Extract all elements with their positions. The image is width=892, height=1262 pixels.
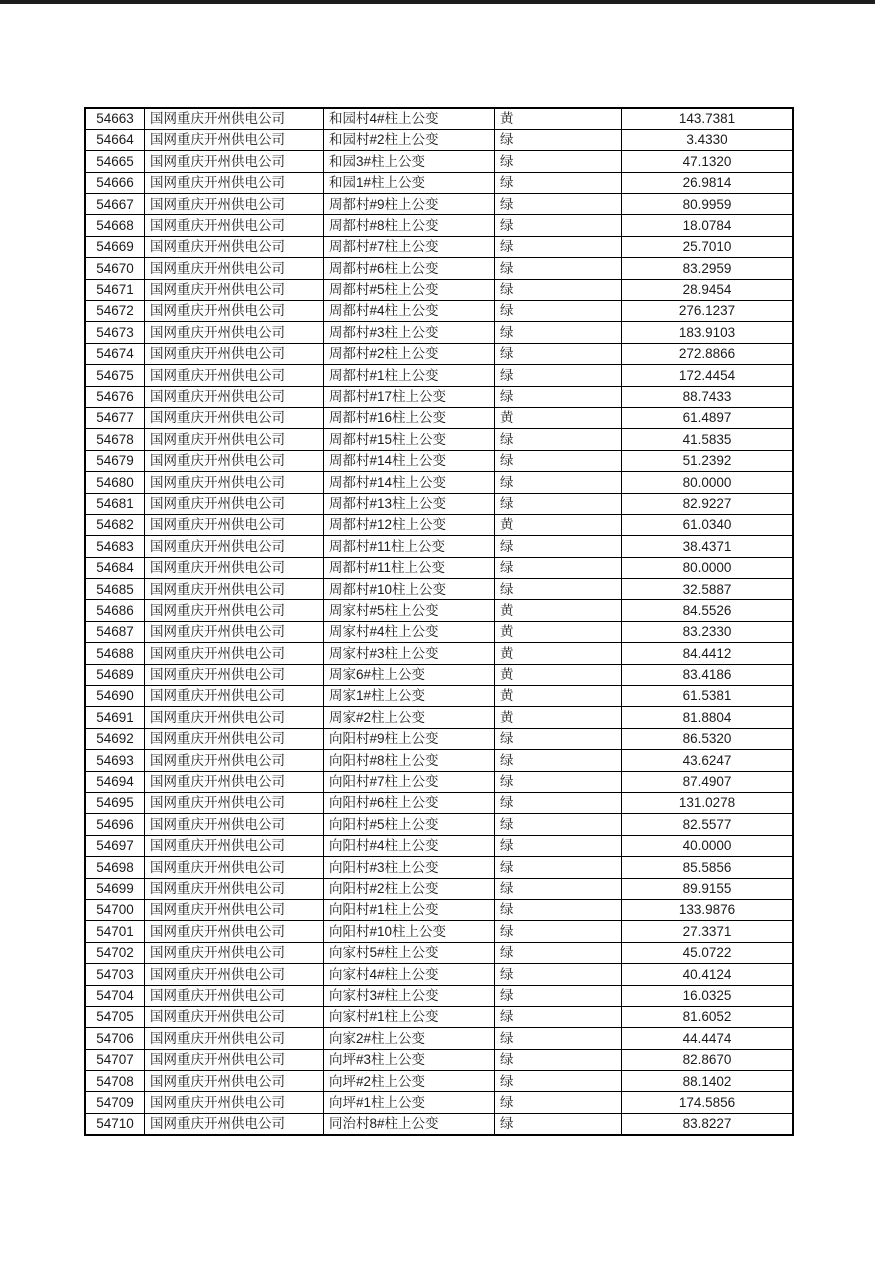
value-cell: 80.0000 <box>622 472 794 493</box>
device-name-cell: 向阳村#9柱上公变 <box>324 728 495 749</box>
table-row <box>85 493 793 514</box>
device-name-cell: 周家#2柱上公变 <box>324 707 495 728</box>
value-cell: 82.5577 <box>622 814 794 835</box>
value-cell: 32.5887 <box>622 579 794 600</box>
row-id-cell: 54681 <box>85 493 145 514</box>
table-row <box>85 407 793 428</box>
table-row <box>85 771 793 792</box>
company-cell: 国网重庆开州供电公司 <box>145 793 324 814</box>
device-name-cell: 周都村#2柱上公变 <box>324 343 495 364</box>
device-name-cell: 向家村#1柱上公变 <box>324 1006 495 1027</box>
company-cell: 国网重庆开州供电公司 <box>145 942 324 963</box>
company-cell: 国网重庆开州供电公司 <box>145 857 324 878</box>
row-id-cell: 54702 <box>85 942 145 963</box>
device-name-cell: 周家村#5柱上公变 <box>324 600 495 621</box>
status-cell: 黄 <box>495 707 622 728</box>
row-id-cell: 54667 <box>85 194 145 215</box>
table-row <box>85 793 793 814</box>
value-cell: 81.8804 <box>622 707 794 728</box>
value-cell: 143.7381 <box>622 108 794 129</box>
status-cell: 绿 <box>495 450 622 471</box>
row-id-cell: 54678 <box>85 429 145 450</box>
device-name-cell: 周都村#11柱上公变 <box>324 536 495 557</box>
row-id-cell: 54694 <box>85 771 145 792</box>
status-cell: 绿 <box>495 878 622 899</box>
company-cell: 国网重庆开州供电公司 <box>145 621 324 642</box>
company-cell: 国网重庆开州供电公司 <box>145 450 324 471</box>
device-name-cell: 周都村#1柱上公变 <box>324 365 495 386</box>
device-name-cell: 周家村#3柱上公变 <box>324 643 495 664</box>
value-cell: 40.0000 <box>622 835 794 856</box>
row-id-cell: 54699 <box>85 878 145 899</box>
value-cell: 83.2959 <box>622 258 794 279</box>
device-name-cell: 周都村#14柱上公变 <box>324 450 495 471</box>
company-cell: 国网重庆开州供电公司 <box>145 579 324 600</box>
row-id-cell: 54698 <box>85 857 145 878</box>
company-cell: 国网重庆开州供电公司 <box>145 1113 324 1134</box>
row-id-cell: 54685 <box>85 579 145 600</box>
row-id-cell: 54680 <box>85 472 145 493</box>
device-name-cell: 和园3#柱上公变 <box>324 151 495 172</box>
status-cell: 绿 <box>495 921 622 942</box>
value-cell: 88.1402 <box>622 1071 794 1092</box>
status-cell: 黄 <box>495 407 622 428</box>
value-cell: 272.8866 <box>622 343 794 364</box>
device-name-cell: 向家村3#柱上公变 <box>324 985 495 1006</box>
row-id-cell: 54663 <box>85 108 145 129</box>
device-name-cell: 向坪#2柱上公变 <box>324 1071 495 1092</box>
row-id-cell: 54696 <box>85 814 145 835</box>
table-row <box>85 857 793 878</box>
value-cell: 61.0340 <box>622 514 794 535</box>
value-cell: 84.4412 <box>622 643 794 664</box>
value-cell: 172.4454 <box>622 365 794 386</box>
row-id-cell: 54704 <box>85 985 145 1006</box>
table-row <box>85 129 793 150</box>
table-row <box>85 1049 793 1070</box>
row-id-cell: 54677 <box>85 407 145 428</box>
row-id-cell: 54710 <box>85 1113 145 1134</box>
device-name-cell: 周都村#12柱上公变 <box>324 514 495 535</box>
status-cell: 绿 <box>495 814 622 835</box>
status-cell: 绿 <box>495 536 622 557</box>
device-name-cell: 和园村#2柱上公变 <box>324 129 495 150</box>
company-cell: 国网重庆开州供电公司 <box>145 301 324 322</box>
device-name-cell: 向阳村#5柱上公变 <box>324 814 495 835</box>
row-id-cell: 54692 <box>85 728 145 749</box>
value-cell: 41.5835 <box>622 429 794 450</box>
device-name-cell: 周都村#11柱上公变 <box>324 557 495 578</box>
table-row <box>85 514 793 535</box>
device-name-cell: 向家2#柱上公变 <box>324 1028 495 1049</box>
status-cell: 绿 <box>495 493 622 514</box>
row-id-cell: 54707 <box>85 1049 145 1070</box>
status-cell: 绿 <box>495 236 622 257</box>
row-id-cell: 54706 <box>85 1028 145 1049</box>
row-id-cell: 54703 <box>85 964 145 985</box>
device-name-cell: 周家6#柱上公变 <box>324 664 495 685</box>
status-cell: 绿 <box>495 1028 622 1049</box>
value-cell: 83.8227 <box>622 1113 794 1134</box>
company-cell: 国网重庆开州供电公司 <box>145 236 324 257</box>
table-row <box>85 365 793 386</box>
company-cell: 国网重庆开州供电公司 <box>145 707 324 728</box>
company-cell: 国网重庆开州供电公司 <box>145 365 324 386</box>
device-name-cell: 周都村#3柱上公变 <box>324 322 495 343</box>
status-cell: 绿 <box>495 964 622 985</box>
table-row <box>85 600 793 621</box>
device-name-cell: 向阳村#8柱上公变 <box>324 750 495 771</box>
row-id-cell: 54669 <box>85 236 145 257</box>
table-row <box>85 108 793 129</box>
company-cell: 国网重庆开州供电公司 <box>145 151 324 172</box>
value-cell: 26.9814 <box>622 172 794 193</box>
table-row <box>85 1028 793 1049</box>
device-name-cell: 向阳村#6柱上公变 <box>324 793 495 814</box>
table-row <box>85 279 793 300</box>
table-row <box>85 664 793 685</box>
table-row <box>85 194 793 215</box>
device-name-cell: 周家村#4柱上公变 <box>324 621 495 642</box>
status-cell: 绿 <box>495 1092 622 1113</box>
device-name-cell: 周都村#15柱上公变 <box>324 429 495 450</box>
table-row <box>85 835 793 856</box>
company-cell: 国网重庆开州供电公司 <box>145 343 324 364</box>
status-cell: 绿 <box>495 279 622 300</box>
row-id-cell: 54697 <box>85 835 145 856</box>
table-body <box>85 108 793 1135</box>
table-row <box>85 151 793 172</box>
device-name-cell: 向家村5#柱上公变 <box>324 942 495 963</box>
company-cell: 国网重庆开州供电公司 <box>145 771 324 792</box>
row-id-cell: 54668 <box>85 215 145 236</box>
value-cell: 183.9103 <box>622 322 794 343</box>
row-id-cell: 54683 <box>85 536 145 557</box>
device-name-cell: 周都村#14柱上公变 <box>324 472 495 493</box>
row-id-cell: 54708 <box>85 1071 145 1092</box>
table-row <box>85 236 793 257</box>
table-row <box>85 579 793 600</box>
device-name-cell: 向坪#3柱上公变 <box>324 1049 495 1070</box>
value-cell: 18.0784 <box>622 215 794 236</box>
table-row <box>85 686 793 707</box>
value-cell: 174.5856 <box>622 1092 794 1113</box>
value-cell: 61.5381 <box>622 686 794 707</box>
table-row <box>85 985 793 1006</box>
device-name-cell: 向阳村#1柱上公变 <box>324 899 495 920</box>
value-cell: 85.5856 <box>622 857 794 878</box>
table-row <box>85 386 793 407</box>
row-id-cell: 54682 <box>85 514 145 535</box>
company-cell: 国网重庆开州供电公司 <box>145 108 324 129</box>
company-cell: 国网重庆开州供电公司 <box>145 899 324 920</box>
table-row <box>85 621 793 642</box>
value-cell: 28.9454 <box>622 279 794 300</box>
status-cell: 绿 <box>495 322 622 343</box>
row-id-cell: 54674 <box>85 343 145 364</box>
device-name-cell: 周都村#7柱上公变 <box>324 236 495 257</box>
table-row <box>85 1113 793 1134</box>
value-cell: 84.5526 <box>622 600 794 621</box>
row-id-cell: 54665 <box>85 151 145 172</box>
company-cell: 国网重庆开州供电公司 <box>145 129 324 150</box>
value-cell: 80.9959 <box>622 194 794 215</box>
value-cell: 38.4371 <box>622 536 794 557</box>
status-cell: 黄 <box>495 686 622 707</box>
data-table <box>84 107 794 1136</box>
value-cell: 45.0722 <box>622 942 794 963</box>
company-cell: 国网重庆开州供电公司 <box>145 407 324 428</box>
device-name-cell: 周都村#10柱上公变 <box>324 579 495 600</box>
device-name-cell: 周都村#13柱上公变 <box>324 493 495 514</box>
value-cell: 44.4474 <box>622 1028 794 1049</box>
value-cell: 51.2392 <box>622 450 794 471</box>
row-id-cell: 54686 <box>85 600 145 621</box>
row-id-cell: 54671 <box>85 279 145 300</box>
row-id-cell: 54666 <box>85 172 145 193</box>
row-id-cell: 54673 <box>85 322 145 343</box>
device-name-cell: 周都村#9柱上公变 <box>324 194 495 215</box>
device-name-cell: 向阳村#3柱上公变 <box>324 857 495 878</box>
row-id-cell: 54687 <box>85 621 145 642</box>
table-row <box>85 322 793 343</box>
status-cell: 绿 <box>495 579 622 600</box>
table-row <box>85 899 793 920</box>
table-row <box>85 643 793 664</box>
company-cell: 国网重庆开州供电公司 <box>145 429 324 450</box>
company-cell: 国网重庆开州供电公司 <box>145 750 324 771</box>
device-name-cell: 向坪#1柱上公变 <box>324 1092 495 1113</box>
device-name-cell: 周都村#5柱上公变 <box>324 279 495 300</box>
status-cell: 绿 <box>495 942 622 963</box>
value-cell: 87.4907 <box>622 771 794 792</box>
value-cell: 83.4186 <box>622 664 794 685</box>
company-cell: 国网重庆开州供电公司 <box>145 536 324 557</box>
status-cell: 绿 <box>495 258 622 279</box>
device-name-cell: 周都村#17柱上公变 <box>324 386 495 407</box>
row-id-cell: 54701 <box>85 921 145 942</box>
company-cell: 国网重庆开州供电公司 <box>145 472 324 493</box>
value-cell: 82.8670 <box>622 1049 794 1070</box>
row-id-cell: 54684 <box>85 557 145 578</box>
company-cell: 国网重庆开州供电公司 <box>145 1028 324 1049</box>
status-cell: 绿 <box>495 1071 622 1092</box>
status-cell: 绿 <box>495 985 622 1006</box>
company-cell: 国网重庆开州供电公司 <box>145 921 324 942</box>
row-id-cell: 54688 <box>85 643 145 664</box>
value-cell: 83.2330 <box>622 621 794 642</box>
row-id-cell: 54693 <box>85 750 145 771</box>
status-cell: 绿 <box>495 151 622 172</box>
company-cell: 国网重庆开州供电公司 <box>145 215 324 236</box>
table-row <box>85 878 793 899</box>
status-cell: 绿 <box>495 899 622 920</box>
table-row <box>85 1071 793 1092</box>
value-cell: 133.9876 <box>622 899 794 920</box>
device-name-cell: 周都村#4柱上公变 <box>324 301 495 322</box>
status-cell: 黄 <box>495 643 622 664</box>
table-row <box>85 536 793 557</box>
device-name-cell: 向阳村#2柱上公变 <box>324 878 495 899</box>
value-cell: 43.6247 <box>622 750 794 771</box>
value-cell: 27.3371 <box>622 921 794 942</box>
row-id-cell: 54700 <box>85 899 145 920</box>
value-cell: 3.4330 <box>622 129 794 150</box>
device-name-cell: 周都村#16柱上公变 <box>324 407 495 428</box>
status-cell: 绿 <box>495 857 622 878</box>
top-edge-bar <box>0 0 875 4</box>
status-cell: 绿 <box>495 365 622 386</box>
company-cell: 国网重庆开州供电公司 <box>145 643 324 664</box>
status-cell: 绿 <box>495 1113 622 1134</box>
company-cell: 国网重庆开州供电公司 <box>145 814 324 835</box>
table-row <box>85 215 793 236</box>
status-cell: 绿 <box>495 557 622 578</box>
row-id-cell: 54672 <box>85 301 145 322</box>
device-name-cell: 向家村4#柱上公变 <box>324 964 495 985</box>
value-cell: 88.7433 <box>622 386 794 407</box>
company-cell: 国网重庆开州供电公司 <box>145 172 324 193</box>
table-row <box>85 429 793 450</box>
value-cell: 25.7010 <box>622 236 794 257</box>
company-cell: 国网重庆开州供电公司 <box>145 258 324 279</box>
status-cell: 黄 <box>495 621 622 642</box>
device-name-cell: 向阳村#10柱上公变 <box>324 921 495 942</box>
status-cell: 绿 <box>495 728 622 749</box>
value-cell: 40.4124 <box>622 964 794 985</box>
status-cell: 绿 <box>495 1006 622 1027</box>
table-row <box>85 1092 793 1113</box>
table-row <box>85 750 793 771</box>
table-row <box>85 814 793 835</box>
company-cell: 国网重庆开州供电公司 <box>145 1071 324 1092</box>
row-id-cell: 54705 <box>85 1006 145 1027</box>
status-cell: 绿 <box>495 793 622 814</box>
status-cell: 绿 <box>495 429 622 450</box>
row-id-cell: 54689 <box>85 664 145 685</box>
table-row <box>85 921 793 942</box>
device-name-cell: 和园村4#柱上公变 <box>324 108 495 129</box>
row-id-cell: 54670 <box>85 258 145 279</box>
device-name-cell: 和园1#柱上公变 <box>324 172 495 193</box>
table-row <box>85 172 793 193</box>
status-cell: 绿 <box>495 129 622 150</box>
table-row <box>85 707 793 728</box>
table-row <box>85 450 793 471</box>
status-cell: 黄 <box>495 514 622 535</box>
value-cell: 61.4897 <box>622 407 794 428</box>
company-cell: 国网重庆开州供电公司 <box>145 1006 324 1027</box>
table-row <box>85 1006 793 1027</box>
device-name-cell: 周都村#8柱上公变 <box>324 215 495 236</box>
table-row <box>85 472 793 493</box>
row-id-cell: 54664 <box>85 129 145 150</box>
company-cell: 国网重庆开州供电公司 <box>145 600 324 621</box>
row-id-cell: 54695 <box>85 793 145 814</box>
value-cell: 47.1320 <box>622 151 794 172</box>
table-row <box>85 258 793 279</box>
status-cell: 黄 <box>495 108 622 129</box>
company-cell: 国网重庆开州供电公司 <box>145 386 324 407</box>
value-cell: 16.0325 <box>622 985 794 1006</box>
status-cell: 绿 <box>495 1049 622 1070</box>
status-cell: 绿 <box>495 472 622 493</box>
company-cell: 国网重庆开州供电公司 <box>145 728 324 749</box>
table-row <box>85 942 793 963</box>
status-cell: 绿 <box>495 172 622 193</box>
device-name-cell: 同治村8#柱上公变 <box>324 1113 495 1134</box>
value-cell: 80.0000 <box>622 557 794 578</box>
company-cell: 国网重庆开州供电公司 <box>145 1049 324 1070</box>
status-cell: 绿 <box>495 194 622 215</box>
row-id-cell: 54676 <box>85 386 145 407</box>
table-row <box>85 301 793 322</box>
status-cell: 绿 <box>495 835 622 856</box>
value-cell: 276.1237 <box>622 301 794 322</box>
value-cell: 86.5320 <box>622 728 794 749</box>
device-name-cell: 向阳村#7柱上公变 <box>324 771 495 792</box>
value-cell: 131.0278 <box>622 793 794 814</box>
company-cell: 国网重庆开州供电公司 <box>145 686 324 707</box>
company-cell: 国网重庆开州供电公司 <box>145 1092 324 1113</box>
value-cell: 82.9227 <box>622 493 794 514</box>
device-name-cell: 周都村#6柱上公变 <box>324 258 495 279</box>
row-id-cell: 54679 <box>85 450 145 471</box>
row-id-cell: 54691 <box>85 707 145 728</box>
row-id-cell: 54709 <box>85 1092 145 1113</box>
table-row <box>85 343 793 364</box>
row-id-cell: 54675 <box>85 365 145 386</box>
company-cell: 国网重庆开州供电公司 <box>145 322 324 343</box>
company-cell: 国网重庆开州供电公司 <box>145 279 324 300</box>
row-id-cell: 54690 <box>85 686 145 707</box>
value-cell: 81.6052 <box>622 1006 794 1027</box>
status-cell: 绿 <box>495 215 622 236</box>
status-cell: 绿 <box>495 343 622 364</box>
company-cell: 国网重庆开州供电公司 <box>145 835 324 856</box>
company-cell: 国网重庆开州供电公司 <box>145 985 324 1006</box>
table-row <box>85 557 793 578</box>
status-cell: 绿 <box>495 750 622 771</box>
device-name-cell: 向阳村#4柱上公变 <box>324 835 495 856</box>
company-cell: 国网重庆开州供电公司 <box>145 514 324 535</box>
status-cell: 黄 <box>495 600 622 621</box>
company-cell: 国网重庆开州供电公司 <box>145 493 324 514</box>
status-cell: 绿 <box>495 301 622 322</box>
company-cell: 国网重庆开州供电公司 <box>145 194 324 215</box>
table-row <box>85 728 793 749</box>
status-cell: 绿 <box>495 771 622 792</box>
company-cell: 国网重庆开州供电公司 <box>145 964 324 985</box>
value-cell: 89.9155 <box>622 878 794 899</box>
status-cell: 黄 <box>495 664 622 685</box>
table-row <box>85 964 793 985</box>
status-cell: 绿 <box>495 386 622 407</box>
company-cell: 国网重庆开州供电公司 <box>145 664 324 685</box>
company-cell: 国网重庆开州供电公司 <box>145 878 324 899</box>
company-cell: 国网重庆开州供电公司 <box>145 557 324 578</box>
device-name-cell: 周家1#柱上公变 <box>324 686 495 707</box>
